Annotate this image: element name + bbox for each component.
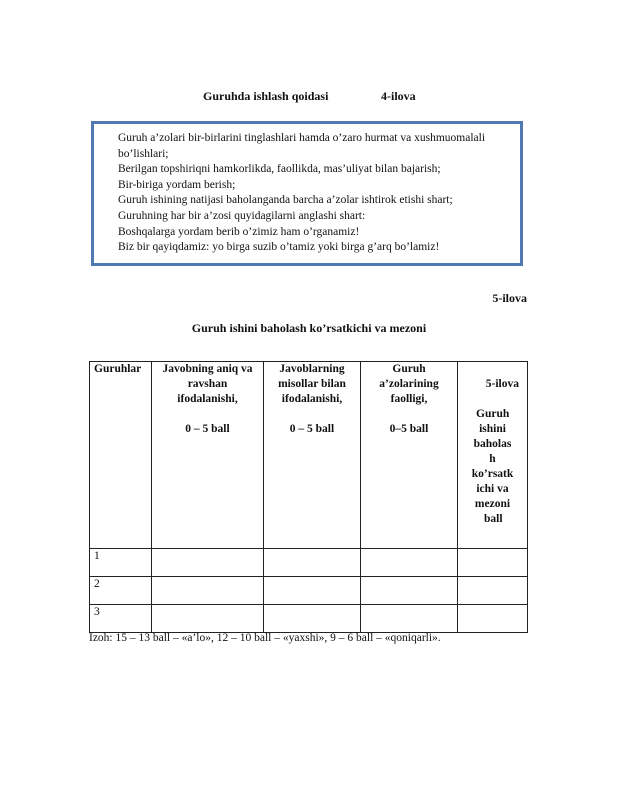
footnote: Izoh: 15 – 13 ball – «a’lo», 12 – 10 ball – «yaxshi», 9 – 6 ball – «qoniqarli». xyxy=(89,632,441,644)
table-cell xyxy=(152,605,264,633)
table-cell xyxy=(458,549,528,577)
table-cell xyxy=(264,577,361,605)
table-row xyxy=(90,549,528,577)
page-heading xyxy=(0,89,618,107)
row-number: 2 xyxy=(90,577,152,605)
row-number: 3 xyxy=(90,605,152,633)
row-number: 1 xyxy=(90,549,152,577)
rule-line: Guruh ishining natijasi baholanganda barcha a’zolar ishtirok etishi shart; xyxy=(118,194,453,207)
rules-box xyxy=(91,121,523,266)
table-cell xyxy=(361,549,458,577)
table-cell xyxy=(152,549,264,577)
table-cell xyxy=(264,549,361,577)
annex-label: 5-ilova xyxy=(492,291,527,305)
header-member-activity: Guruh a’zolarining faolligi, 0–5 ball xyxy=(361,362,458,549)
table-cell xyxy=(152,577,264,605)
table-row xyxy=(90,577,528,605)
header-answer-clarity: Javobning aniq va ravshan ifodalanishi, 0 – 5 ball xyxy=(152,362,264,549)
table-cell xyxy=(458,577,528,605)
table-cell xyxy=(458,605,528,633)
header-total-score: 5-ilova Guruh ishini baholas h ko’rsatk ichi va mezoni ball xyxy=(458,362,528,549)
rule-line: Bir-biriga yordam berish; xyxy=(118,178,236,191)
table-row xyxy=(90,605,528,633)
table-cell xyxy=(361,577,458,605)
table-cell xyxy=(264,605,361,633)
rule-line: Boshqalarga yordam berib o’zimiz ham o’rganamiz! xyxy=(118,225,360,238)
heading-annex: 4-ilova xyxy=(381,89,416,103)
rule-line: Berilgan topshiriqni hamkorlikda, faollikda, mas’uliyat bilan bajarish; xyxy=(118,163,441,176)
heading-title: Guruhda ishlash qoidasi xyxy=(203,89,329,103)
header-annex-label: 5-ilova xyxy=(485,378,519,390)
table-cell xyxy=(361,605,458,633)
table-header-row xyxy=(90,362,528,549)
rule-line: Guruhning har bir a’zosi quyidagilarni anglashi shart: xyxy=(118,209,366,222)
evaluation-table xyxy=(89,361,528,633)
rule-line: bo’lishlari; xyxy=(118,147,169,160)
rule-line: Guruh a’zolari bir-birlarini tinglashlari hamda o’zaro hurmat va xushmuomalali xyxy=(118,132,486,144)
header-groups: Guruhlar xyxy=(90,362,152,549)
rule-line: Biz bir qayiqdamiz: yo birga suzib o’tamiz yoki birga g’arq bo’lamiz! xyxy=(118,241,440,254)
header-answer-examples: Javoblarning misollar bilan ifodalanishi, 0 – 5 ball xyxy=(264,362,361,549)
table-title: Guruh ishini baholash ko’rsatkichi va mezoni xyxy=(191,321,427,335)
